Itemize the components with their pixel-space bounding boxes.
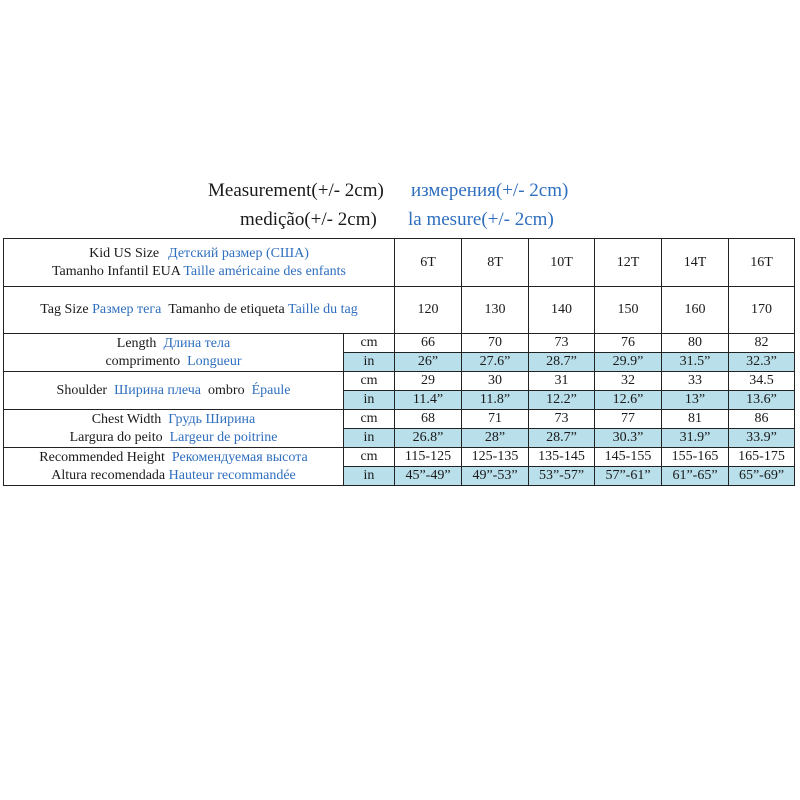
- tag-size-cell: 130: [462, 287, 529, 334]
- unit-cm-label: cm: [344, 448, 395, 467]
- chest-in-cell: 31.9”: [662, 429, 729, 448]
- chest-in-cell: 26.8”: [395, 429, 462, 448]
- size-cell: 16T: [729, 239, 795, 287]
- height-in-cell: 65”-69”: [729, 467, 795, 486]
- chest-cm-cell: 71: [462, 410, 529, 429]
- height-in-cell: 57”-61”: [595, 467, 662, 486]
- length-in-cell: 29.9”: [595, 353, 662, 372]
- length-in-cell: 26”: [395, 353, 462, 372]
- length-cm-cell: 82: [729, 334, 795, 353]
- size-cell: 10T: [529, 239, 595, 287]
- size-chart-table: [3, 238, 795, 486]
- length-cm-cell: 66: [395, 334, 462, 353]
- size-cell: 6T: [395, 239, 462, 287]
- title-measurement-ru: измерения(+/- 2cm): [411, 180, 569, 201]
- shoulder-in-cell: 12.6”: [595, 391, 662, 410]
- tag-size-row: [4, 287, 795, 334]
- tag-size-cell: 120: [395, 287, 462, 334]
- chest-in-cell: 28”: [462, 429, 529, 448]
- chest-cm-row: [4, 410, 795, 429]
- shoulder-in-cell: 12.2”: [529, 391, 595, 410]
- chest-in-cell: 28.7”: [529, 429, 595, 448]
- height-in-cell: 49”-53”: [462, 467, 529, 486]
- chest-label: Chest Width Грудь Ширина Largura do peito Largeur de poitrine: [4, 410, 344, 448]
- chest-cm-cell: 73: [529, 410, 595, 429]
- chest-cm-cell: 68: [395, 410, 462, 429]
- size-cell: 14T: [662, 239, 729, 287]
- shoulder-label: Shoulder Ширина плеча ombro Épaule: [4, 372, 344, 410]
- height-cm-row: [4, 448, 795, 467]
- height-cm-cell: 115-125: [395, 448, 462, 467]
- shoulder-in-cell: 13”: [662, 391, 729, 410]
- title-measurement-pt: medição(+/- 2cm): [240, 209, 377, 230]
- shoulder-cm-cell: 31: [529, 372, 595, 391]
- length-cm-row: [4, 334, 795, 353]
- length-cm-cell: 80: [662, 334, 729, 353]
- height-cm-cell: 135-145: [529, 448, 595, 467]
- length-cm-cell: 73: [529, 334, 595, 353]
- shoulder-in-cell: 11.8”: [462, 391, 529, 410]
- length-cm-cell: 70: [462, 334, 529, 353]
- length-label: Length Длина тела comprimento Longueur: [4, 334, 344, 372]
- chest-in-cell: 33.9”: [729, 429, 795, 448]
- height-label: Recommended Height Рекомендуемая высота Altura recomendada Hauteur recommandée: [4, 448, 344, 486]
- height-cm-cell: 145-155: [595, 448, 662, 467]
- chest-cm-cell: 86: [729, 410, 795, 429]
- unit-in-label: in: [344, 467, 395, 486]
- tag-size-cell: 170: [729, 287, 795, 334]
- length-in-cell: 31.5”: [662, 353, 729, 372]
- chest-cm-cell: 77: [595, 410, 662, 429]
- shoulder-cm-cell: 33: [662, 372, 729, 391]
- length-in-cell: 28.7”: [529, 353, 595, 372]
- tag-size-label: Tag Size Размер тега Tamanho de etiqueta Taille du tag: [4, 287, 395, 334]
- shoulder-cm-cell: 34.5: [729, 372, 795, 391]
- shoulder-cm-cell: 30: [462, 372, 529, 391]
- length-cm-cell: 76: [595, 334, 662, 353]
- shoulder-cm-row: [4, 372, 795, 391]
- unit-in-label: in: [344, 353, 395, 372]
- length-in-cell: 27.6”: [462, 353, 529, 372]
- unit-cm-label: cm: [344, 372, 395, 391]
- chest-in-cell: 30.3”: [595, 429, 662, 448]
- unit-cm-label: cm: [344, 334, 395, 353]
- length-in-cell: 32.3”: [729, 353, 795, 372]
- shoulder-cm-cell: 32: [595, 372, 662, 391]
- size-cell: 12T: [595, 239, 662, 287]
- tag-size-cell: 150: [595, 287, 662, 334]
- tag-size-cell: 140: [529, 287, 595, 334]
- height-in-cell: 61”-65”: [662, 467, 729, 486]
- height-cm-cell: 165-175: [729, 448, 795, 467]
- height-in-cell: 45”-49”: [395, 467, 462, 486]
- height-in-cell: 53”-57”: [529, 467, 595, 486]
- shoulder-cm-cell: 29: [395, 372, 462, 391]
- shoulder-in-cell: 13.6”: [729, 391, 795, 410]
- height-cm-cell: 125-135: [462, 448, 529, 467]
- chest-cm-cell: 81: [662, 410, 729, 429]
- shoulder-in-cell: 11.4”: [395, 391, 462, 410]
- unit-in-label: in: [344, 429, 395, 448]
- unit-cm-label: cm: [344, 410, 395, 429]
- title-measurement-en: Measurement(+/- 2cm): [208, 180, 384, 201]
- title-measurement-fr: la mesure(+/- 2cm): [408, 209, 554, 230]
- kid-size-label: Kid US Size Детский размер (США) Tamanho Infantil EUA Taille américaine des enfants: [4, 239, 395, 287]
- unit-in-label: in: [344, 391, 395, 410]
- size-cell: 8T: [462, 239, 529, 287]
- height-cm-cell: 155-165: [662, 448, 729, 467]
- tag-size-cell: 160: [662, 287, 729, 334]
- kid-size-row: [4, 239, 795, 287]
